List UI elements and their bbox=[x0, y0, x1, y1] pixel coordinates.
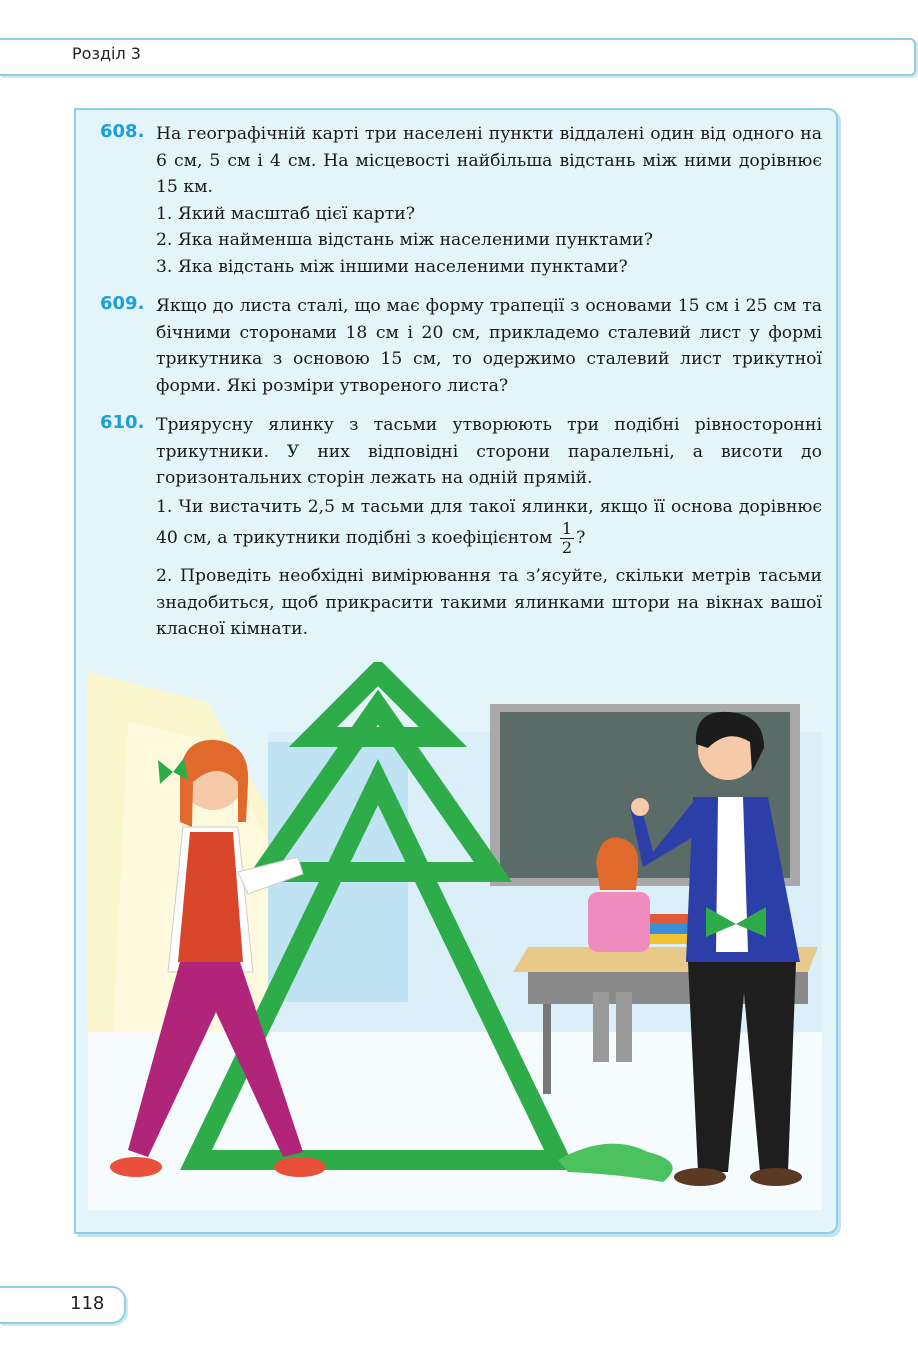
seated-girl-leg bbox=[593, 992, 609, 1062]
fraction-denominator: 2 bbox=[561, 538, 573, 557]
question-2: 2. Проведіть необхідні вимірювання та з’ясуйте, скільки метрів тасьми знадобиться, щоб прикрасити такими ялинками штори на вікнах вашої класної кімнати. bbox=[156, 566, 822, 639]
section-title: Розділ 3 bbox=[72, 44, 141, 63]
question-1 bbox=[156, 494, 822, 558]
problem-609 bbox=[100, 293, 822, 399]
question-3: 3. Яка відстань між іншими населеними пунктами? bbox=[156, 256, 628, 277]
girl-shoe bbox=[110, 1157, 162, 1177]
teacher-hand bbox=[631, 798, 649, 816]
girl-shoe bbox=[274, 1157, 326, 1177]
problem-text: Якщо до листа сталі, що має форму трапеції з основами 15 см і 25 см та бічними сторонами 18 см і 20 см, прикладемо сталевий лист у формі трикутника з основою 15 см, то одержимо сталевий лист трикутної форми. Які розміри утвореного листа? bbox=[156, 296, 822, 396]
page-number-tab bbox=[0, 1286, 126, 1324]
seated-girl-shirt bbox=[588, 892, 650, 952]
question-mark: ? bbox=[576, 528, 586, 548]
classroom-illustration bbox=[88, 662, 822, 1210]
seated-girl-leg bbox=[616, 992, 632, 1062]
problem-number: 609. bbox=[100, 293, 145, 314]
question-2: 2. Яка найменша відстань між населеними пунктами? bbox=[156, 230, 653, 250]
page-number: 118 bbox=[70, 1293, 105, 1314]
desk-leg bbox=[543, 1004, 551, 1094]
fraction bbox=[560, 520, 574, 557]
teacher-shoe bbox=[674, 1168, 726, 1186]
fraction-numerator: 1 bbox=[561, 519, 573, 538]
problem-number: 610. bbox=[100, 412, 145, 433]
problem-text: На географічній карті три населені пункти віддалені один від одного на 6 см, 5 см і 4 см. На місцевості найбільша відстань між ними дорівнює 15 км. bbox=[156, 124, 822, 197]
teacher-shoe bbox=[750, 1168, 802, 1186]
problem-number: 608. bbox=[100, 121, 145, 142]
question-1: 1. Який масштаб цієї карти? bbox=[156, 203, 415, 224]
seated-girl-hair bbox=[596, 838, 638, 891]
problem-610 bbox=[100, 412, 822, 643]
question-1-text: 1. Чи вистачить 2,5 м тасьми для такої ялинки, якщо її основа дорівнює 40 см, а трикутники подібні з коефіцієнтом bbox=[156, 496, 822, 548]
problem-text: Триярусну ялинку з тасьми утворюють три подібні рівносторонні трикутники. У них відповідні сторони паралельні, а висоти до горизонтальних сторін лежать на одній прямій. bbox=[156, 415, 822, 488]
problem-608 bbox=[100, 121, 822, 280]
